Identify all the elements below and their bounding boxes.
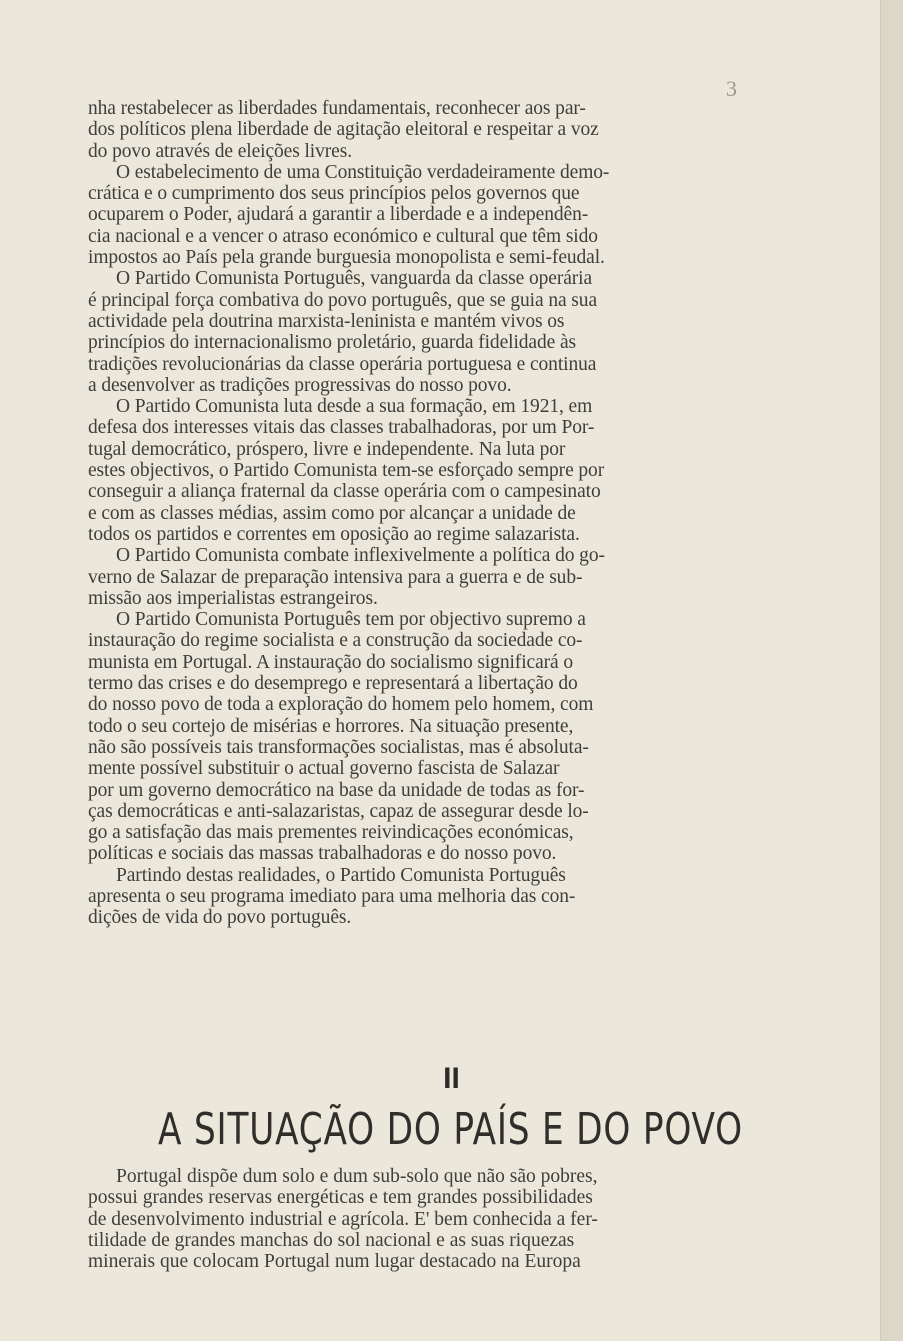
text-line: O estabelecimento de uma Constituição verdadeiramente demo- bbox=[116, 161, 610, 183]
text-line: apresenta o seu programa imediato para uma melhoria das con- bbox=[88, 885, 576, 907]
text-line: conseguir a aliança fraternal da classe operária com o campesinato bbox=[88, 481, 601, 503]
text-line: Partindo destas realidades, o Partido Comunista Português bbox=[116, 864, 566, 886]
text-line: O Partido Comunista Português, vanguarda da classe operária bbox=[116, 268, 593, 290]
text-line: go a satisfação das mais prementes reivindicações económicas, bbox=[88, 822, 574, 844]
text-line: O Partido Comunista Português tem por objectivo supremo a bbox=[116, 609, 586, 631]
text-line: nha restabelecer as liberdades fundamentais, reconhecer aos par- bbox=[88, 98, 586, 119]
page-number: 3 bbox=[726, 76, 737, 101]
text-line: defesa dos interesses vitais das classes trabalhadoras, por um Por- bbox=[88, 417, 595, 439]
text-line: verno de Salazar de preparação intensiva para a guerra e de sub- bbox=[88, 566, 583, 588]
text-line: termo das crises e do desemprego e representará a libertação do bbox=[88, 673, 578, 695]
text-line: minerais que colocam Portugal num lugar destacado na Europa bbox=[88, 1251, 581, 1273]
text-line: por um governo democrático na base da unidade de todas as for- bbox=[88, 779, 585, 801]
text-line: todos os partidos e correntes em oposição ao regime salazarista. bbox=[88, 523, 580, 545]
body-text bbox=[88, 98, 804, 929]
text-line: O Partido Comunista combate inflexivelmente a política do go- bbox=[116, 545, 605, 567]
text-line: missão aos imperialistas estrangeiros. bbox=[88, 587, 378, 609]
text-line: a desenvolver as tradições progressivas do nosso povo. bbox=[88, 374, 512, 396]
text-line: do povo através de eleições livres. bbox=[88, 140, 352, 162]
section-title: A SITUAÇÃO DO PAÍS E DO POVO bbox=[158, 1104, 743, 1155]
text-line: munista em Portugal. A instauração do socialismo significará o bbox=[88, 651, 573, 673]
text-line: impostos ao País pela grande burguesia monopolista e semi-feudal. bbox=[88, 247, 605, 269]
text-line: tugal democrático, próspero, livre e independente. Na luta por bbox=[88, 438, 566, 460]
text-line: estes objectivos, o Partido Comunista tem-se esforçado sempre por bbox=[88, 460, 605, 482]
text-line: tradições revolucionárias da classe operária portuguesa e continua bbox=[88, 353, 597, 375]
text-line: de desenvolvimento industrial e agrícola. E' bem conhecida a fer- bbox=[88, 1208, 598, 1230]
text-line: cia nacional e a vencer o atraso económico e cultural que têm sido bbox=[88, 225, 598, 247]
text-line: O Partido Comunista luta desde a sua formação, em 1921, em bbox=[116, 396, 593, 418]
text-line: dos políticos plena liberdade de agitação eleitoral e respeitar a voz bbox=[88, 119, 599, 141]
page-edge bbox=[880, 0, 903, 1341]
text-line: e com as classes médias, assim como por alcançar a unidade de bbox=[88, 502, 576, 524]
section-text bbox=[88, 1166, 804, 1272]
text-line: Portugal dispõe dum solo e dum sub-solo que não são pobres, bbox=[116, 1166, 598, 1187]
text-line: do nosso povo de toda a exploração do homem pelo homem, com bbox=[88, 694, 594, 716]
text-line: ças democráticas e anti-salazaristas, capaz de assegurar desde lo- bbox=[88, 800, 589, 822]
text-line: ocuparem o Poder, ajudará a garantir a liberdade e a independên- bbox=[88, 204, 589, 226]
text-line: possui grandes reservas energéticas e tem grandes possibilidades bbox=[88, 1187, 593, 1209]
text-line: instauração do regime socialista e a construção da sociedade co- bbox=[88, 630, 583, 652]
text-line: políticas e sociais das massas trabalhadoras e do nosso povo. bbox=[88, 843, 557, 865]
text-line: crática e o cumprimento dos seus princípios pelos governos que bbox=[88, 183, 580, 205]
text-line: tilidade de grandes manchas do sol nacional e as suas riquezas bbox=[88, 1229, 575, 1251]
text-line: é principal força combativa do povo português, que se guia na sua bbox=[88, 289, 598, 311]
text-line: todo o seu cortejo de misérias e horrores. Na situação presente, bbox=[88, 715, 574, 737]
text-line: dições de vida do povo português. bbox=[88, 907, 352, 929]
text-line: actividade pela doutrina marxista-leninista e mantém vivos os bbox=[88, 310, 565, 332]
text-line: princípios do internacionalismo proletário, guarda fidelidade às bbox=[88, 332, 576, 354]
section-number: II bbox=[443, 1062, 460, 1095]
text-line: não são possíveis tais transformações socialistas, mas é absoluta- bbox=[88, 736, 589, 758]
text-line: mente possível substituir o actual governo fascista de Salazar bbox=[88, 758, 560, 780]
